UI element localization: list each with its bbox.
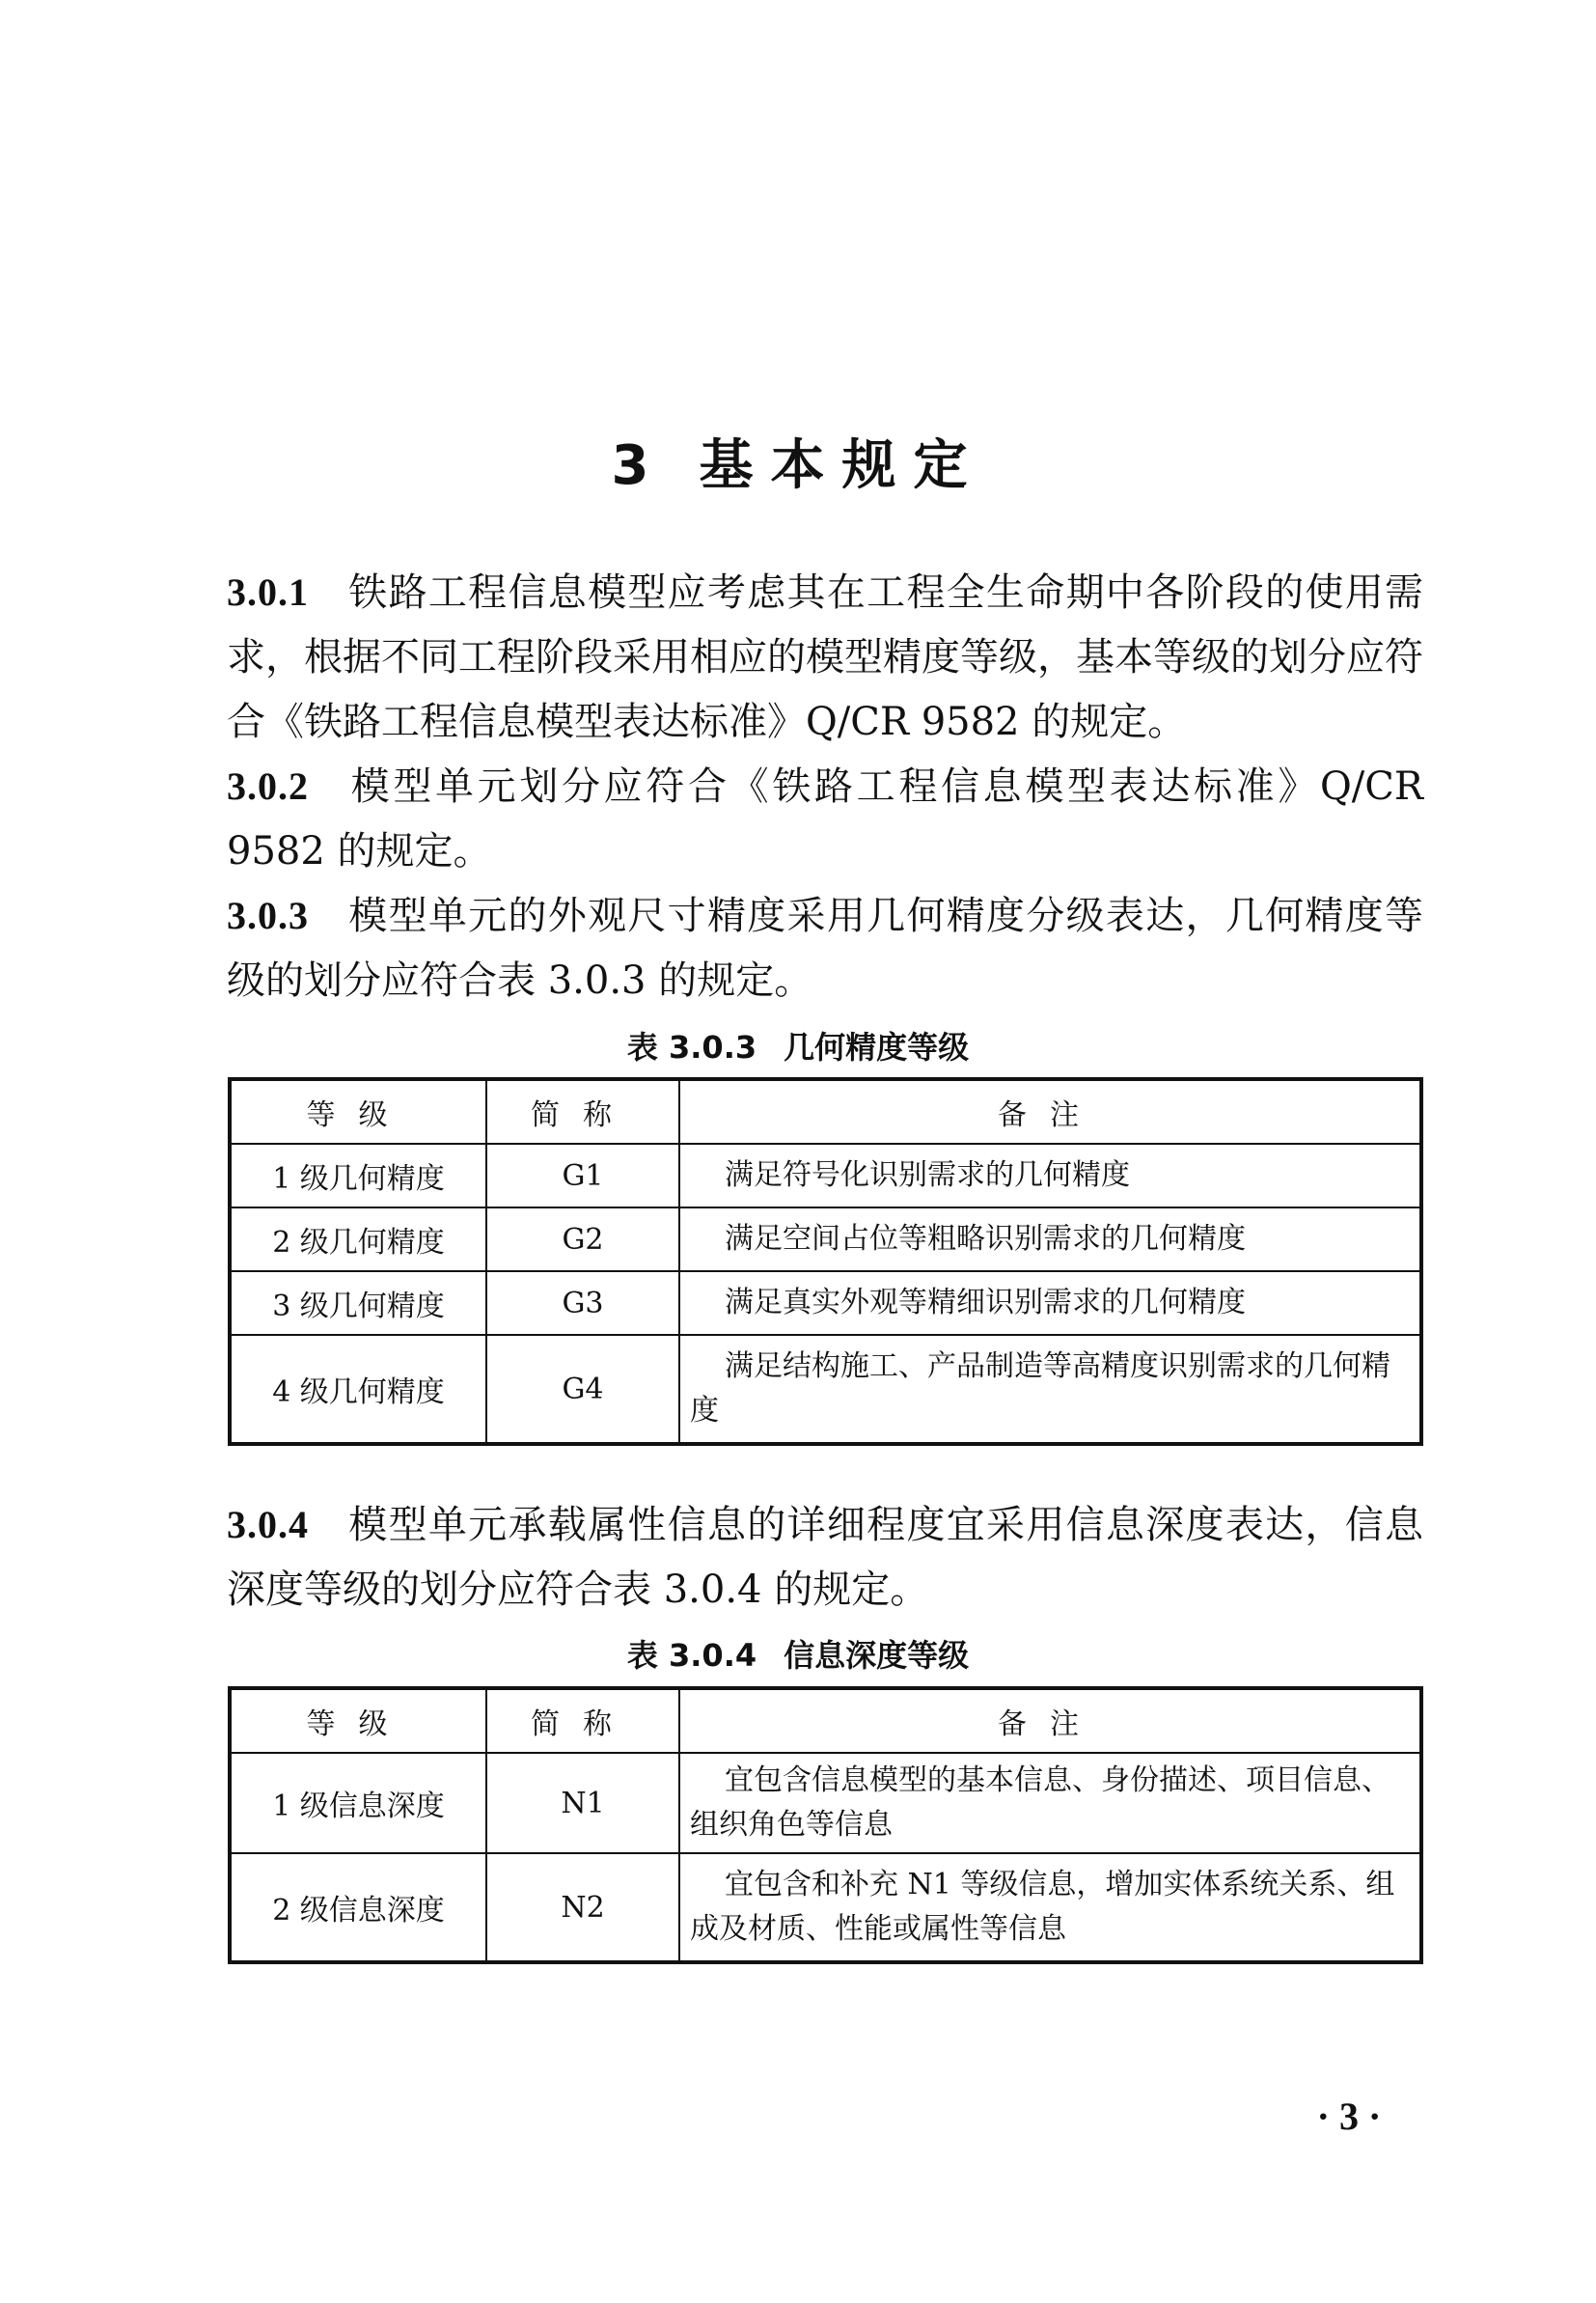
cell-level: 3 级几何精度 xyxy=(230,1271,486,1335)
table-row xyxy=(230,1271,1421,1335)
cell-abbr: G2 xyxy=(486,1207,679,1271)
table-row xyxy=(230,1853,1421,1962)
clause-number: 3.0.2 xyxy=(227,764,309,808)
cell-remark: 宜包含和补充 N1 等级信息，增加实体系统关系、组成及材质、性能或属性等信息 xyxy=(679,1853,1421,1962)
chapter-number: 3 xyxy=(611,434,667,497)
cell-abbr: G4 xyxy=(486,1335,679,1444)
cell-level: 2 级信息深度 xyxy=(230,1853,486,1962)
table-303-caption xyxy=(0,1023,1596,1071)
cell-remark: 宜包含信息模型的基本信息、身份描述、项目信息、组织角色等信息 xyxy=(679,1753,1421,1853)
clause-text: 模型单元的外观尺寸精度采用几何精度分级表达，几何精度等级的划分应符合表 3.0.3 的规定。 xyxy=(227,894,1423,1003)
cell-abbr: N2 xyxy=(486,1853,679,1962)
table-caption-number: 表 3.0.4 xyxy=(626,1637,757,1674)
clause-3-0-1 xyxy=(227,560,1423,755)
clause-text: 铁路工程信息模型应考虑其在工程全生命期中各阶段的使用需求，根据不同工程阶段采用相应的模型精度等级，基本等级的划分应符合《铁路工程信息模型表达标准》Q/CR 9582 的规定。 xyxy=(227,570,1423,744)
table-caption-number: 表 3.0.3 xyxy=(626,1029,757,1066)
header-level: 等级 xyxy=(230,1079,486,1144)
chapter-title-text: 基本规定 xyxy=(699,434,985,497)
table-row xyxy=(230,1207,1421,1271)
clause-3-0-2 xyxy=(227,754,1423,884)
table-caption-title: 几何精度等级 xyxy=(784,1029,970,1066)
cell-remark: 满足符号化识别需求的几何精度 xyxy=(679,1144,1421,1207)
header-abbr: 简称 xyxy=(486,1079,679,1144)
table-header-row xyxy=(230,1079,1421,1144)
cell-remark: 满足空间占位等粗略识别需求的几何精度 xyxy=(679,1207,1421,1271)
cell-level: 1 级信息深度 xyxy=(230,1753,486,1853)
cell-abbr: G1 xyxy=(486,1144,679,1207)
cell-abbr: N1 xyxy=(486,1753,679,1853)
clause-text: 模型单元划分应符合《铁路工程信息模型表达标准》Q/CR 9582 的规定。 xyxy=(227,764,1423,874)
table-304 xyxy=(228,1686,1423,1964)
clause-text: 模型单元承载属性信息的详细程度宜采用信息深度表达，信息深度等级的划分应符合表 3.0.4 的规定。 xyxy=(227,1503,1423,1612)
cell-remark: 满足真实外观等精细识别需求的几何精度 xyxy=(679,1271,1421,1335)
clause-3-0-4 xyxy=(227,1492,1423,1623)
header-remark: 备注 xyxy=(679,1688,1421,1753)
table-row xyxy=(230,1335,1421,1444)
table-303 xyxy=(228,1077,1423,1446)
cell-remark: 满足结构施工、产品制造等高精度识别需求的几何精度 xyxy=(679,1335,1421,1444)
clause-3-0-3 xyxy=(227,883,1423,1013)
chapter-title xyxy=(0,423,1596,510)
header-abbr: 简称 xyxy=(486,1688,679,1753)
table-caption-title: 信息深度等级 xyxy=(784,1637,970,1674)
clause-number: 3.0.3 xyxy=(227,894,309,937)
header-level: 等级 xyxy=(230,1688,486,1753)
table-304-caption xyxy=(0,1631,1596,1679)
page-number: · 3 · xyxy=(1316,2095,1382,2138)
cell-abbr: G3 xyxy=(486,1271,679,1335)
table-header-row xyxy=(230,1688,1421,1753)
header-remark: 备注 xyxy=(679,1079,1421,1144)
table-row xyxy=(230,1753,1421,1853)
table-row xyxy=(230,1144,1421,1207)
clause-number: 3.0.1 xyxy=(227,570,309,614)
clause-number: 3.0.4 xyxy=(227,1503,309,1546)
cell-level: 4 级几何精度 xyxy=(230,1335,486,1444)
cell-level: 2 级几何精度 xyxy=(230,1207,486,1271)
cell-level: 1 级几何精度 xyxy=(230,1144,486,1207)
